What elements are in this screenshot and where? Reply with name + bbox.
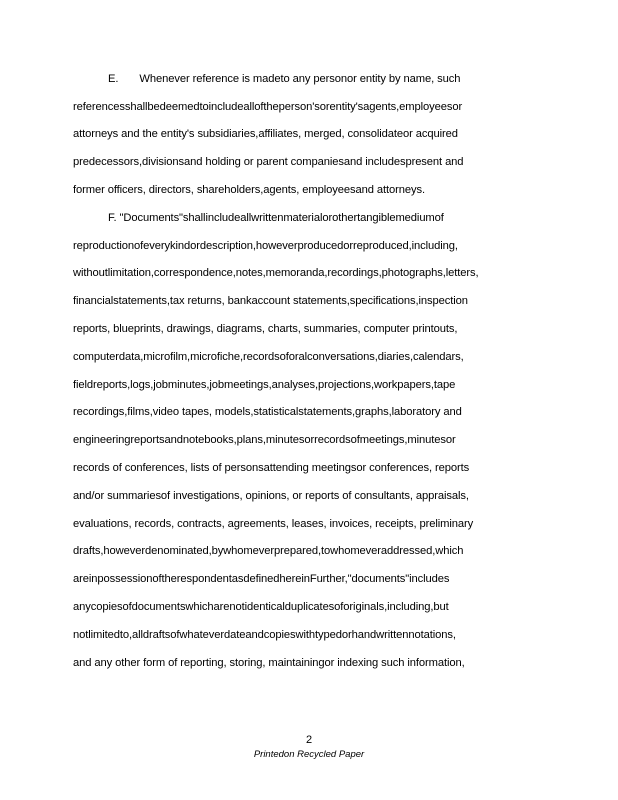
body-line: reproductionofeverykindordescription,howeverproducedorreproduced,including,	[73, 240, 458, 252]
body-line: E. Whenever reference is madeto any personor entity by name, such	[108, 73, 461, 85]
body-line: areinpossessionoftherespondentasdefinedhereinFurther,"documents"includes	[73, 573, 450, 585]
body-line: drafts,howeverdenominated,bywhomeverprepared,towhomeveraddressed,which	[73, 545, 464, 557]
body-line: computerdata,microfilm,microfiche,recordsoforalconversations,diaries,calendars,	[73, 351, 464, 363]
body-line: notlimitedto,alldraftsofwhateverdateandcopieswithtypedorhandwrittennotations,	[73, 629, 456, 641]
body-line: anycopiesofdocumentswhicharenotidenticalduplicatesoforiginals,including,but	[73, 601, 449, 613]
body-line: and/or summariesof investigations, opinions, or reports of consultants, appraisals,	[73, 490, 469, 502]
body-line: F. "Documents"shallincludeallwrittenmaterialorothertangiblemediumof	[108, 212, 444, 224]
body-line: former officers, directors, shareholders,agents, employeesand attorneys.	[73, 184, 426, 196]
page-number: 2	[305, 734, 313, 746]
body-line: attorneys and the entity's subsidiaries,affiliates, merged, consolidateor acquired	[73, 128, 458, 140]
body-line: fieldreports,logs,jobminutes,jobmeetings,analyses,projections,workpapers,tape	[73, 379, 456, 391]
body-line: financialstatements,tax returns, bankaccount statements,specifications,inspection	[73, 295, 468, 307]
body-line: referencesshallbedeemedtoincludealloftheperson'sorentity'sagents,employeesor	[73, 101, 463, 113]
footer-note: Printedon Recycled Paper	[253, 749, 365, 760]
body-line: predecessors,divisionsand holding or parent companiesand includespresent and	[73, 156, 464, 168]
body-line: and any other form of reporting, storing, maintainingor indexing such information,	[73, 657, 465, 669]
body-line: evaluations, records, contracts, agreements, leases, invoices, receipts, preliminary	[73, 518, 474, 530]
body-line: recordings,films,video tapes, models,statisticalstatements,graphs,laboratory and	[73, 406, 462, 418]
body-line: reports, blueprints, drawings, diagrams, charts, summaries, computer printouts,	[73, 323, 458, 335]
body-line: records of conferences, lists of personsattending meetingsor conferences, reports	[73, 462, 470, 474]
body-line: engineeringreportsandnotebooks,plans,minutesorrecordsofmeetings,minutesor	[73, 434, 456, 446]
body-line: withoutlimitation,correspondence,notes,memoranda,recordings,photographs,letters,	[73, 267, 479, 279]
